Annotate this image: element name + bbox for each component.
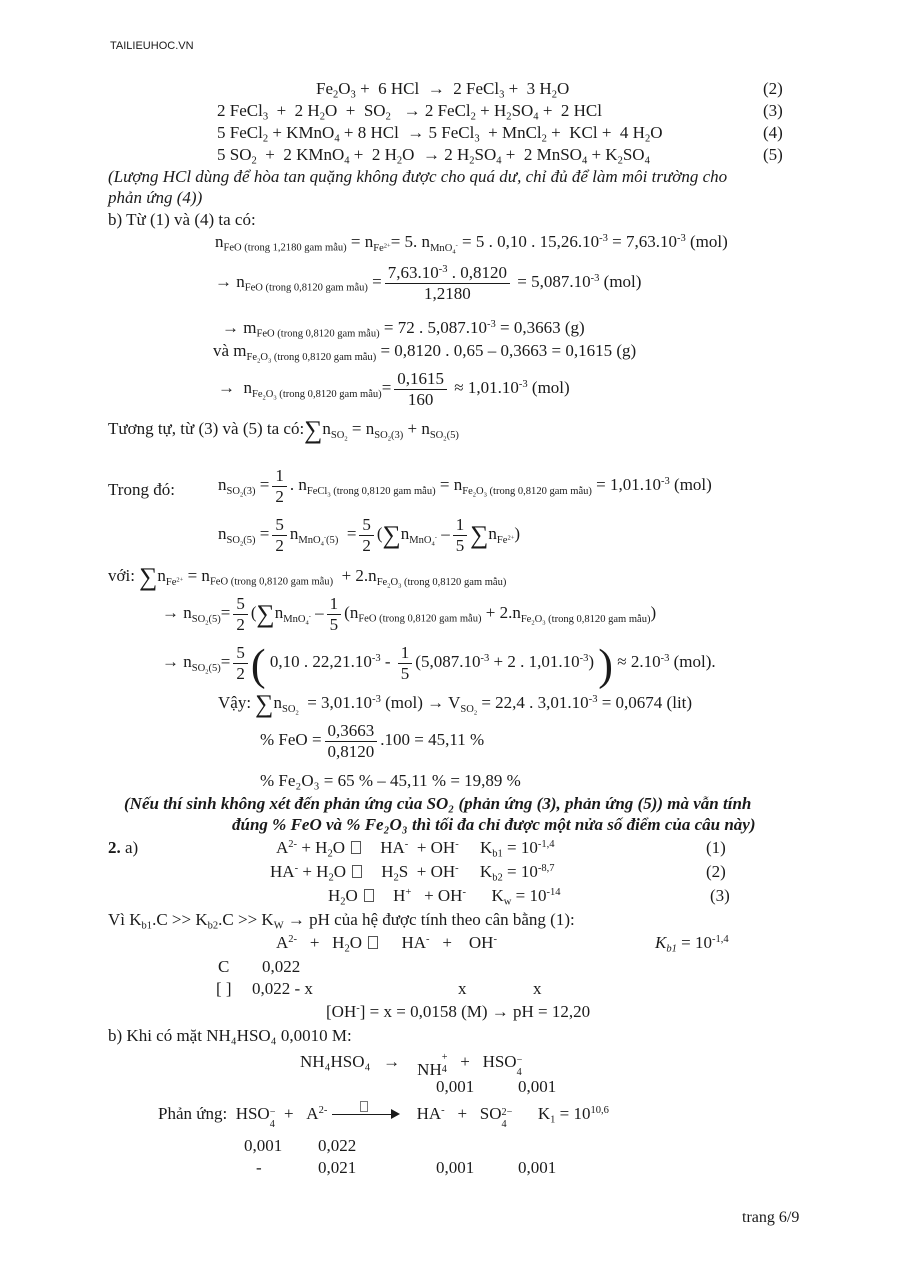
nFeO-sample-equation: → $n_{FeO (trong 0,8120 gam mẫu)}$ = $\frac{7,63.10^{-3} . 0,8120}{1,2180}$ = $5,087.10^{-3}$ (mol) [215,263,642,303]
reaction-2: $Fe_2O_3 + 6$ HCl → 2 FeCl$_3$ + 3 $H_2O$ [316,79,570,101]
note-hcl: (Lượng HCl dùng để hòa tan quặng không được cho quá dư, chỉ đủ để làm môi trường cho [108,167,728,186]
nFeO-equation: $n_{FeO (trong 1,2180 gam mẫu)} = n_{Fe^{2+}}= 5$. $n_{MnO_4^-} = 5$ . 0,10 . $15,26.10^{-3} = 7,63.10^{-3}$ (mol) [215,232,728,255]
equilibrium-1-repeat: $A^{2-} + H_2O$ HA- + OH- [276,933,497,955]
equilibrium-1: $A^{2-} + H_2O$ HA- + OH- $K_{b1} = 10^{-1,4}$ [276,838,555,860]
row-eq-x: x [458,979,467,998]
reaction-arrow [332,1108,400,1122]
reaction-4: 5 FeCl$_2$ + KMnO$_4$ + 8 HCl → 5 FeCl$_3$ + MnCl$_2$ + KCl + 4 $H_2O$ [217,123,663,145]
similarly-line: Tương tự, từ (3) và (5) ta $có:\sum n_{SO_2} = n_{SO_2(3)} + n_{SO_2(5)}$ [108,414,459,444]
row-C-value: 0,022 [262,957,301,976]
because-line: Vì $K_{b1}.C >> K_{b2}.C >> K_W$ → pH của hệ được tính theo cân bằng (1): [108,910,575,932]
dissociation: NH₄HSO₄ → NH + 4 + HSO − 4 [300,1052,523,1079]
nSO2-5-numeric: → $n_{SO_2(5)}=$ $\frac{5}{2}$ ( 0,10 . $22,21.10^{-3}$ - $\frac{1}{5}$ ($5,087.10^{-3} + 2$ . $1,01.10^{-3}$) ) ≈ $2.10^{-3}$ (mol). [162,640,716,690]
OH-result: [OH-] = x = 0,0158 (M) → pH = 12,20 [326,1002,591,1021]
final-A: 0,021 [318,1158,357,1177]
equilibrium-number: (3) [710,886,730,905]
where-label: Trong đó: [108,480,175,499]
final-SO4: 0,001 [518,1158,557,1177]
row-eq-x: x [533,979,542,998]
percent-Fe2O3: % Fe₂O₃ = 65 % – 45,11 % = 19,89 % [260,771,521,790]
equilibrium-number: (1) [706,838,726,857]
site-header: TAILIEUHOC.VN [110,40,194,52]
note-hcl-cont: phản ứng (4)) [108,188,203,207]
part-2b-intro: b) Khi có mặt NH₄HSO₄ 0,0010 M: [108,1026,352,1045]
nSO2-5-equation: $n_{SO_2(5)}$ = $\frac{5}{2}$ $n_{MnO_4^-(5)}$ = $\frac{5}{2}$ ($\sum n_{MnO_4^-}$ – $\frac{1}{5}$ $\sum n_{Fe^{2+}}$) [218,515,521,555]
percent-FeO: % FeO = $\frac{0,3663}{0,8120}$ .100 = 45,11 % [260,721,485,761]
nSO2-5-expanded: → $n_{SO_2(5)}=$ $\frac{5}{2}$ ($\sum n_{MnO_4^-}$ – $\frac{1}{5}$ $(n_{FeO (trong 0,8120 gam mẫu)} + 2.n_{Fe_2O_3 (trong 0,8120 gam mẫu)})$ [162,594,657,634]
mFeO-equation: → $m_{FeO (trong 0,8120 gam mẫu)} = 72$ . $5,087.10^{-3} = 0,3663$ (g) [222,318,585,340]
reaction-number: (2) [763,79,783,98]
equilibrium-number: (2) [706,862,726,881]
conclusion-line: Vậy: $\sum n_{SO_2} = 3,01.10^{-3}$ $(mol) \to V_{SO_2} = 22,4$ . $3,01.10^{-3} = 0,0674$ (lit) [218,688,693,718]
note-so2-cont: đúng % FeO và % Fe₂O₃ thì tối đa chỉ được một nửa số điểm của câu này) [232,815,756,834]
reaction-number: (3) [763,101,783,120]
conc-HSO4: 0,001 [518,1077,557,1096]
final-HSO4: - [256,1158,262,1177]
part-2-label: 2. a) [108,838,139,857]
kb1-value: $K_{b1} = 10^{-1,4}$ [655,933,729,955]
reaction-line: Phản ứng: HSO − 4 + $A^{2-}$ HA- + SO 2− 4 $K_1 = 10^{10,6}$ [158,1104,609,1130]
initial-HSO4: 0,001 [244,1136,283,1155]
final-HA: 0,001 [436,1158,475,1177]
row-eq-label: [ ] [216,979,232,998]
reaction-3: 2 FeCl$_3$ + 2 $H_2O + SO_2 \to 2$ FeCl$_2$ + $H_2SO_4 + 2$ HCl [217,101,602,123]
equilibrium-2: $HA^- + H_2O$ $H_2S + OH^-$ $K_{b2} = 10^{-8,7}$ [270,862,555,884]
conc-NH4: 0,001 [436,1077,475,1096]
note-so2: (Nếu thí sinh không xét đến phản ứng của SO₂ (phản ứng (3), phản ứng (5)) mà vẫn tính [124,794,752,813]
reaction-number: (5) [763,145,783,164]
part-b-intro: b) Từ (1) và (4) ta có: [108,210,256,229]
nFe2O3-equation: → $n_{Fe_2O_3 (trong 0,8120 gam mẫu)}=$ $\frac{0,1615}{160}$ ≈ $1,01.10^{-3}$ (mol) [218,369,570,409]
reaction-5: 5 $SO_2 + 2$ KMnO$_4$ + 2 $H_2O \to 2$ $H_2SO_4 + 2$ MnSO$_4$ + $K_2SO_4$ [217,145,650,167]
row-C-label: C [218,957,230,976]
row-eq-value: 0,022 - x [252,979,313,998]
nSO2-3-equation: $n_{SO_2(3)}$ = $\frac{1}{2}$ . $n_{FeCl_3 (trong 0,8120 gam mẫu)} = n_{Fe_2O_3 (trong 0,8120 gam mẫu)} = 1,01.10^{-3}$ (mol) [218,466,712,506]
initial-A: 0,022 [318,1136,357,1155]
equilibrium-3: $H_2O$ H+ + OH- $K_w = 10^{-14}$ [328,886,561,908]
reaction-number: (4) [763,123,783,142]
mFe2O3-equation: và $m_{Fe_2O_3 (trong 0,8120 gam mẫu)} = 0,8120$ . 0,65 – 0,3663 = 0,1615 (g) [213,341,637,364]
page-number: trang 6/9 [742,1209,800,1226]
with-line: với: $\sum n_{Fe^{2+}} = n_{FeO (trong 0,8120 gam mẫu)} + 2.n_{Fe_2O_3 (trong 0,8120 gam mẫu)}$ [108,561,507,591]
